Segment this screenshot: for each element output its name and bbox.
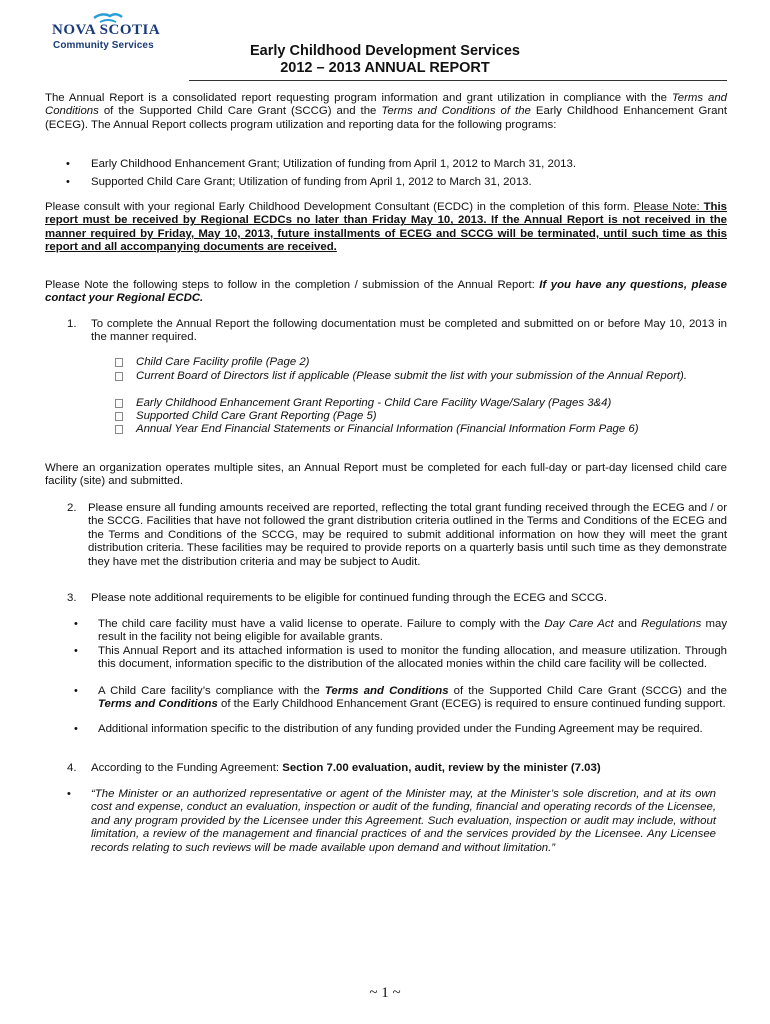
step-number: 2. [67,502,77,514]
doc-item: Supported Child Care Grant Reporting (Page 5) [136,410,377,422]
step-1-text: To complete the Annual Report the following documentation must be completed and submitted on or before May 10, 2013 in the manner required. [91,318,727,344]
doc-item: Child Care Facility profile (Page 2) [136,356,310,368]
program-bullet-sccg: Supported Child Care Grant; Utilization of funding from April 1, 2012 to March 31, 2013. [91,176,532,188]
bullet-marker: • [67,788,71,800]
step-2-text: Please ensure all funding amounts received are reported, reflecting the total grant funding received through the ECEG and / or the SCCG. Facilities that have not followed the grant distribution criteria outlined in the Terms and Conditions of the ECEG and the Terms and Conditions of the SCCG, may be required to submit additional information on how they will meet the grant distribution criteria. These facilities may be required to provide reports on a quarterly basis until such time as they demonstrate they have met the distribution criteria and may be subject to Audit. [88,502,727,568]
multi-site-paragraph: Where an organization operates multiple sites, an Annual Report must be completed for each full-day or part-day licensed child care facility (site) and submitted. [45,462,727,488]
steps-intro-paragraph: Please Note the following steps to follow in the completion / submission of the Annual Report: If you have any questions, please contact your Regional ECDC. [45,279,727,305]
requirement-additional-info: Additional information specific to the distribution of any funding provided under the Funding Agreement may be required. [98,723,703,735]
doc-item: Current Board of Directors list if applicable (Please submit the list with your submission of the Annual Report). [136,370,687,382]
bullet-marker: • [66,176,70,188]
checkbox-square-icon [115,412,123,421]
checkbox-square-icon [115,399,123,408]
step-number: 3. [67,592,77,604]
title-divider [189,80,727,81]
bullet-marker: • [74,618,78,630]
page-title: Early Childhood Development Services [250,43,520,59]
bullet-marker: • [74,723,78,735]
logo-subtitle: Community Services [53,40,154,51]
checkbox-square-icon [115,372,123,381]
bullet-marker: • [66,158,70,170]
program-bullet-eceg: Early Childhood Enhancement Grant; Utilization of funding from April 1, 2012 to March 31, 2013. [91,158,577,170]
checkbox-square-icon [115,358,123,367]
checkbox-square-icon [115,425,123,434]
doc-item: Annual Year End Financial Statements or Financial Information (Financial Information Form Page 6) [136,423,639,435]
intro-paragraph: The Annual Report is a consolidated report requesting program information and grant utilization in compliance with the Terms and Conditions of the Supported Child Care Grant (SCCG) and the Terms and Conditions of the Early Childhood Enhancement Grant (ECEG). The Annual Report collects program utilization and reporting data for the following programs: [45,92,728,131]
logo-wordmark: NOVA SCOTIA [52,22,161,38]
page-number: ~ 1 ~ [369,985,401,1001]
bullet-marker: • [74,645,78,657]
step-number: 1. [67,318,77,330]
page-subtitle: 2012 – 2013 ANNUAL REPORT [280,60,490,76]
consult-paragraph: Please consult with your regional Early Childhood Development Consultant (ECDC) in the completion of this form. Please Note: This report must be received by Regional ECDCs no later than Friday May 10, 2013. If the Annual Report is not received in the manner required by Friday, May 10, 2013, future installments of ECEG and SCCG will be terminated, until such time as this report and all accompanying documents are received. [45,201,727,254]
doc-item: Early Childhood Enhancement Grant Reporting - Child Care Facility Wage/Salary (Pages 3&4) [136,397,612,409]
requirement-compliance: A Child Care facility’s compliance with the Terms and Conditions of the Supported Child Care Grant (SCCG) and the Terms and Conditions of the Early Childhood Enhancement Grant (ECEG) is required to ensure continued funding support. [98,685,727,711]
requirement-monitoring: This Annual Report and its attached information is used to monitor the funding allocation, and measure utilization. Through this document, information specific to the distribution of the allocated monies within the child care facility will be collected. [98,645,727,671]
step-number: 4. [67,762,77,774]
step-4-text: According to the Funding Agreement: Section 7.00 evaluation, audit, review by the minister (7.03) [91,762,601,774]
funding-agreement-quote: “The Minister or an authorized representative or agent of the Minister may, at the Minister’s sole discretion, and at its own cost and expense, conduct an evaluation, inspection or audit of the funding, financial and operating records of the Licensee, and any program provided by the Licensee under this Agreement. Such evaluation, inspection or audit may include, without limitation, a review of the management and financial practices of and the services provided by the Licensee. Any Licensee records relating to such reviews will be made available upon demand and without limitation.” [91,788,716,854]
requirement-license: The child care facility must have a valid license to operate. Failure to comply with the Day Care Act and Regulations may result in the facility not being eligible for available grants. [98,618,728,644]
step-3-text: Please note additional requirements to be eligible for continued funding through the ECEG and SCCG. [91,592,608,604]
bullet-marker: • [74,685,78,697]
